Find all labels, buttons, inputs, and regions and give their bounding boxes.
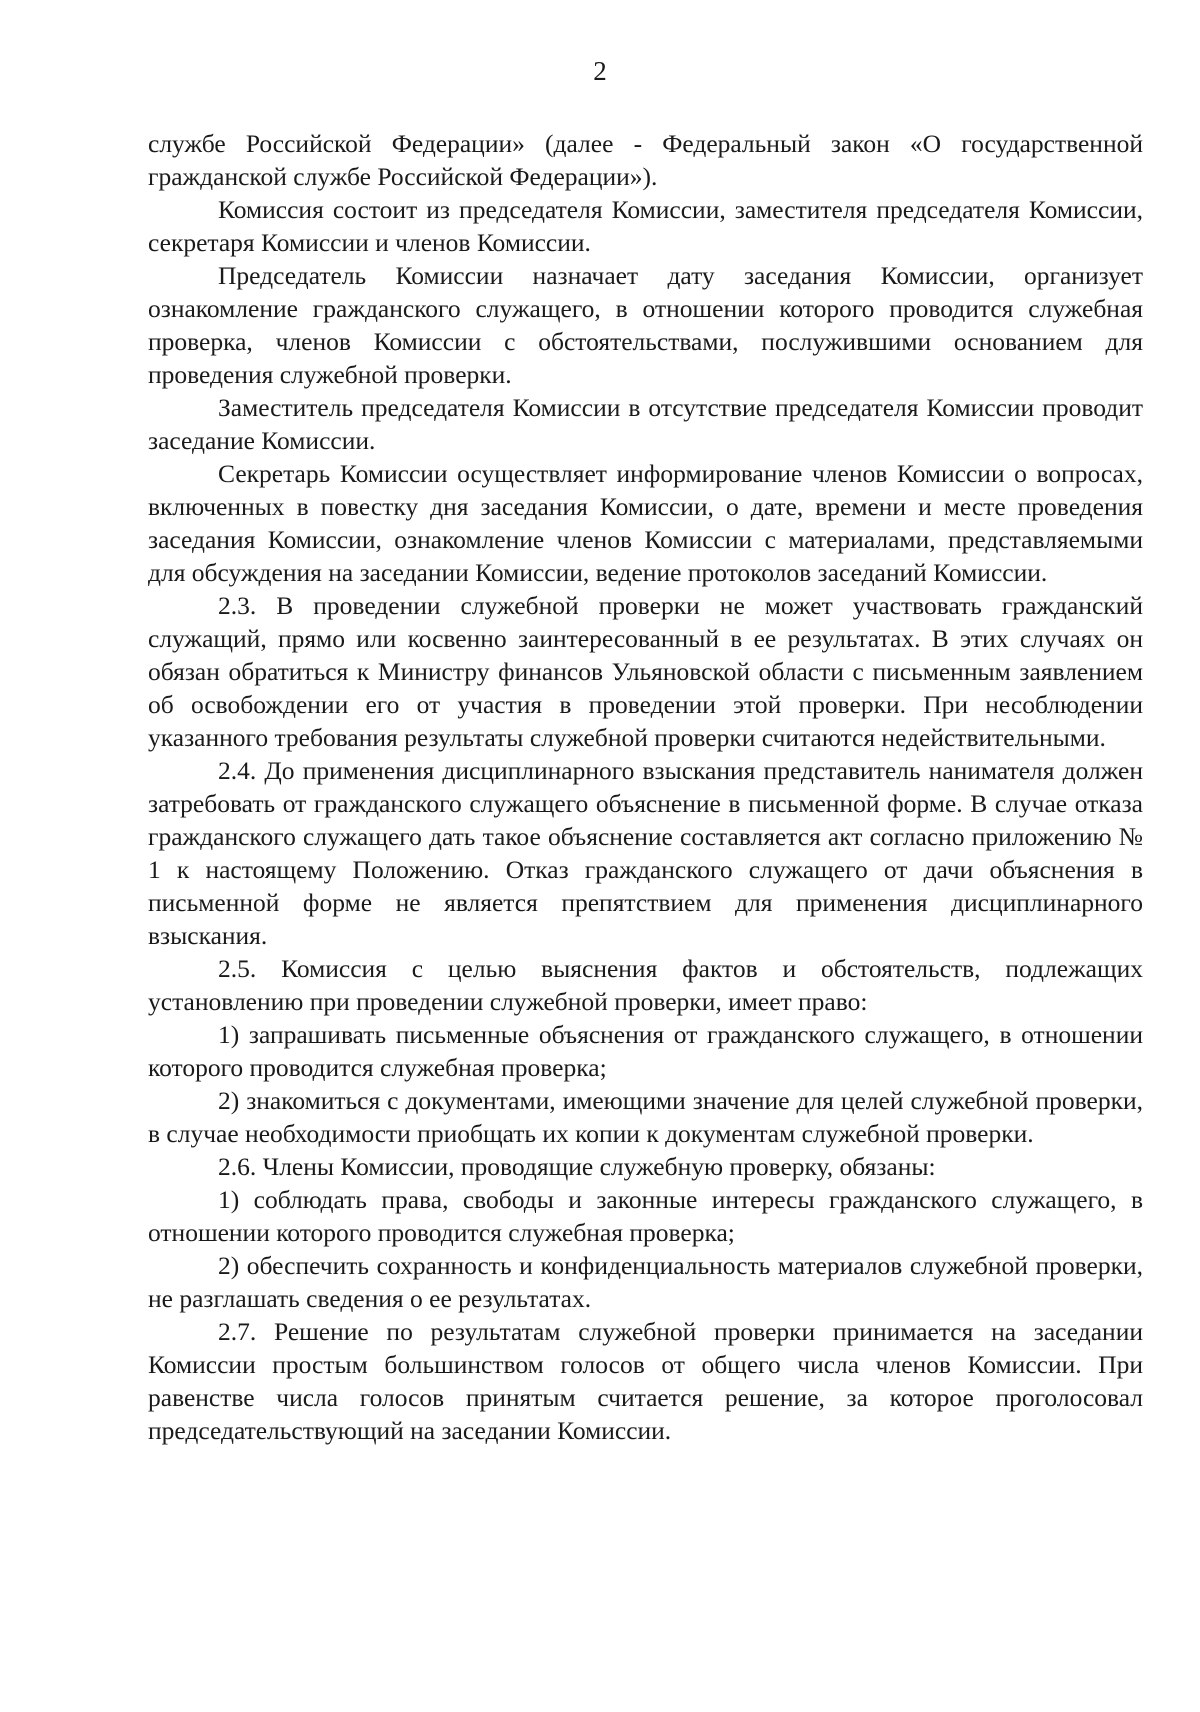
paragraph-2-5: 2.5. Комиссия с целью выяснения фактов и обстоятельств, подлежащих установлению при проведении служебной проверки, имеет право: xyxy=(148,954,1143,1016)
paragraph-chairman-duties: Председатель Комиссии назначает дату заседания Комиссии, организует ознакомление гражданского служащего, в отношении которого проводится служебная проверка, членов Комиссии с обстоятельствами, послужившими основанием для проведения служебной проверки. xyxy=(148,261,1143,389)
paragraph-2-4: 2.4. До применения дисциплинарного взыскания представитель нанимателя должен затребовать от гражданского служащего объяснение в письменной форме. В случае отказа гражданского служащего дать такое объяснение составляется акт согласно приложению № 1 к настоящему Положению. Отказ гражданского служащего от дачи объяснения в письменной форме не является препятствием для применения дисциплинарного взыскания. xyxy=(148,756,1143,950)
paragraph-continuation: службе Российской Федерации» (далее - Федеральный закон «О государственной гражданской службе Российской Федерации»). xyxy=(148,129,1143,191)
paragraph-deputy-chairman: Заместитель председателя Комиссии в отсутствие председателя Комиссии проводит заседание Комиссии. xyxy=(148,393,1143,455)
paragraph-2-6-item-1: 1) соблюдать права, свободы и законные интересы гражданского служащего, в отношении которого проводится служебная проверка; xyxy=(148,1185,1143,1247)
paragraph-secretary-duties: Секретарь Комиссии осуществляет информирование членов Комиссии о вопросах, включенных в повестку дня заседания Комиссии, о дате, времени и месте проведения заседания Комиссии, ознакомление членов Комиссии с материалами, представляемыми для обсуждения на заседании Комиссии, ведение протоколов заседаний Комиссии. xyxy=(148,459,1143,587)
paragraph-2-5-item-2: 2) знакомиться с документами, имеющими значение для целей служебной проверки, в случае необходимости приобщать их копии к документам служебной проверки. xyxy=(148,1086,1143,1148)
paragraph-2-3: 2.3. В проведении служебной проверки не может участвовать гражданский служащий, прямо или косвенно заинтересованный в ее результатах. В этих случаях он обязан обратиться к Министру финансов Ульяновской области с письменным заявлением об освобождении его от участия в проведении этой проверки. При несоблюдении указанного требования результаты служебной проверки считаются недействительными. xyxy=(148,591,1143,752)
paragraph-2-6-item-2: 2) обеспечить сохранность и конфиденциальность материалов служебной проверки, не разглашать сведения о ее результатах. xyxy=(148,1251,1143,1313)
paragraph-2-7: 2.7. Решение по результатам служебной проверки принимается на заседании Комиссии простым большинством голосов от общего числа членов Комиссии. При равенстве числа голосов принятым считается решение, за которое проголосовал председательствующий на заседании Комиссии. xyxy=(148,1317,1143,1445)
document-body xyxy=(148,127,1143,1447)
paragraph-2-6: 2.6. Члены Комиссии, проводящие служебную проверку, обязаны: xyxy=(218,1152,936,1181)
paragraph-commission-composition: Комиссия состоит из председателя Комиссии, заместителя председателя Комиссии, секретаря Комиссии и членов Комиссии. xyxy=(148,195,1143,257)
page-number: 2 xyxy=(593,56,607,86)
paragraph-2-5-item-1: 1) запрашивать письменные объяснения от гражданского служащего, в отношении которого проводится служебная проверка; xyxy=(148,1020,1143,1082)
